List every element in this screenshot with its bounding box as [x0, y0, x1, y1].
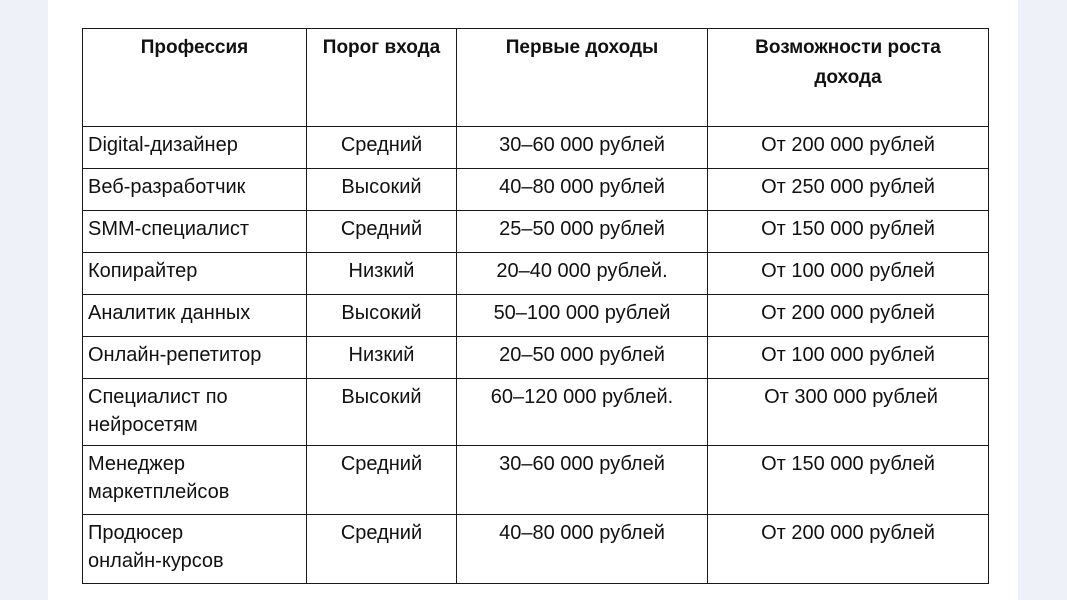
- table-row: [83, 295, 989, 337]
- cell-entry: Средний: [307, 211, 457, 253]
- cell-growth: От 150 000 рублей: [708, 446, 989, 515]
- document-page: [48, 0, 1018, 600]
- cell-first-income: 30–60 000 рублей: [457, 446, 708, 515]
- cell-profession: Копирайтер: [83, 253, 307, 295]
- cell-growth: От 100 000 рублей: [708, 253, 989, 295]
- cell-profession: [83, 379, 307, 446]
- professions-table: [82, 28, 989, 584]
- header-first-income: Первые доходы: [457, 29, 708, 127]
- cell-growth: От 150 000 рублей: [708, 211, 989, 253]
- header-growth-line2: дохода: [814, 67, 882, 88]
- cell-entry: Низкий: [307, 253, 457, 295]
- cell-growth: От 300 000 рублей: [708, 379, 989, 446]
- cell-entry: Средний: [307, 446, 457, 515]
- cell-entry: Средний: [307, 127, 457, 169]
- cell-entry: Высокий: [307, 169, 457, 211]
- cell-profession-line2: нейросетям: [88, 414, 198, 436]
- header-growth-line1: Возможности роста: [755, 37, 941, 58]
- cell-profession-line2: маркетплейсов: [88, 481, 230, 503]
- table-row: [83, 446, 989, 515]
- cell-profession-line1: Продюсер: [88, 522, 184, 544]
- cell-first-income: 40–80 000 рублей: [457, 169, 708, 211]
- table-row: [83, 337, 989, 379]
- cell-profession: [83, 515, 307, 584]
- cell-profession-line2: онлайн-курсов: [88, 550, 224, 572]
- table-row: [83, 379, 989, 446]
- cell-profession-line1: Менеджер: [88, 453, 186, 475]
- cell-profession: Аналитик данных: [83, 295, 307, 337]
- cell-profession: [83, 446, 307, 515]
- cell-growth: От 200 000 рублей: [708, 515, 989, 584]
- cell-first-income: 20–50 000 рублей: [457, 337, 708, 379]
- table-row: [83, 211, 989, 253]
- table-row: [83, 169, 989, 211]
- header-profession: Профессия: [83, 29, 307, 127]
- table-header-row: [83, 29, 989, 127]
- cell-growth: От 100 000 рублей: [708, 337, 989, 379]
- cell-first-income: 50–100 000 рублей: [457, 295, 708, 337]
- cell-profession: SMM-специалист: [83, 211, 307, 253]
- cell-entry: Высокий: [307, 295, 457, 337]
- cell-entry: Средний: [307, 515, 457, 584]
- cell-growth: От 250 000 рублей: [708, 169, 989, 211]
- cell-profession: Онлайн-репетитор: [83, 337, 307, 379]
- cell-growth: От 200 000 рублей: [708, 127, 989, 169]
- cell-first-income: 20–40 000 рублей.: [457, 253, 708, 295]
- cell-first-income: 25–50 000 рублей: [457, 211, 708, 253]
- cell-first-income: 60–120 000 рублей.: [457, 379, 708, 446]
- cell-entry: Низкий: [307, 337, 457, 379]
- table-row: [83, 127, 989, 169]
- cell-profession: Веб-разработчик: [83, 169, 307, 211]
- header-growth: [708, 29, 989, 127]
- table-row: [83, 515, 989, 584]
- cell-growth: От 200 000 рублей: [708, 295, 989, 337]
- cell-first-income: 40–80 000 рублей: [457, 515, 708, 584]
- cell-entry: Высокий: [307, 379, 457, 446]
- header-entry-threshold: Порог входа: [307, 29, 457, 127]
- cell-first-income: 30–60 000 рублей: [457, 127, 708, 169]
- cell-profession-line1: Специалист по: [88, 386, 228, 408]
- cell-profession: Digital-дизайнер: [83, 127, 307, 169]
- table-row: [83, 253, 989, 295]
